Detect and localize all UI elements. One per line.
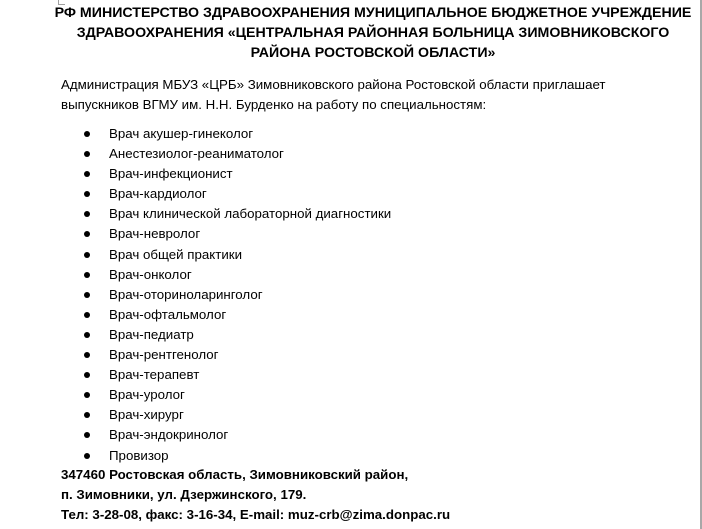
bullet-icon xyxy=(84,392,90,398)
bullet-icon xyxy=(84,432,90,438)
specialty-label: Врач-уролог xyxy=(109,387,185,403)
bullet-icon xyxy=(84,131,90,137)
list-item xyxy=(0,446,391,466)
specialty-label: Врач-эндокринолог xyxy=(109,427,229,443)
title-line-2: ЗДРАВООХРАНЕНИЯ «ЦЕНТРАЛЬНАЯ РАЙОННАЯ БОЛЬНИЦА ЗИМОВНИКОВСКОГО xyxy=(76,25,670,41)
specialty-label: Врач-оториноларинголог xyxy=(109,286,263,302)
specialty-label: Врач-терапевт xyxy=(109,367,200,383)
list-item xyxy=(0,325,391,345)
list-item xyxy=(0,365,391,385)
specialty-label: Врач-невролог xyxy=(109,226,201,242)
title-line-1: РФ МИНИСТЕРСТВО ЗДРАВООХРАНЕНИЯ МУНИЦИПАЛЬНОЕ БЮДЖЕТНОЕ УЧРЕЖДЕНИЕ xyxy=(54,5,692,21)
specialty-label: Врач общей практики xyxy=(109,246,243,262)
specialty-label: Анестезиолог-реаниматолог xyxy=(109,146,284,162)
specialty-label: Провизор xyxy=(109,447,169,463)
bullet-icon xyxy=(84,453,90,459)
contact-block xyxy=(61,465,450,525)
address-line-1: 347460 Ростовская область, Зимовниковский район, xyxy=(61,467,409,482)
specialty-label: Врач-инфекционист xyxy=(109,166,233,182)
bullet-icon xyxy=(84,372,90,378)
list-item xyxy=(0,144,391,164)
address-line-2: п. Зимовники, ул. Дзержинского, 179. xyxy=(61,487,307,502)
bullet-icon xyxy=(84,312,90,318)
bullet-icon xyxy=(84,292,90,298)
bullet-icon xyxy=(84,231,90,237)
bullet-icon xyxy=(84,171,90,177)
document-title xyxy=(44,3,702,63)
intro-paragraph xyxy=(61,75,661,115)
list-item xyxy=(0,385,391,405)
list-item xyxy=(0,405,391,425)
specialty-label: Врач-офтальмолог xyxy=(109,306,227,322)
intro-line-2: выпускников ВГМУ им. Н.Н. Бурденко на работу по специальностям: xyxy=(61,97,487,112)
specialties-list xyxy=(0,124,391,466)
list-item xyxy=(0,124,391,144)
bullet-icon xyxy=(84,252,90,258)
bullet-icon xyxy=(84,151,90,157)
bullet-icon xyxy=(84,332,90,338)
title-line-3: РАЙОНА РОСТОВСКОЙ ОБЛАСТИ» xyxy=(250,45,496,61)
contact-line: Тел: 3-28-08, факс: 3-16-34, E-mail: muz-crb@zima.donpac.ru xyxy=(61,507,451,522)
list-item xyxy=(0,425,391,445)
list-item xyxy=(0,265,391,285)
specialty-label: Врач акушер-гинеколог xyxy=(109,126,254,141)
list-item xyxy=(0,345,391,365)
list-item xyxy=(0,245,391,265)
specialty-label: Врач-кардиолог xyxy=(109,186,207,202)
list-item xyxy=(0,285,391,305)
list-item xyxy=(0,164,391,184)
specialty-label: Врач-педиатр xyxy=(109,326,194,342)
specialty-label: Врач-онколог xyxy=(109,266,192,282)
bullet-icon xyxy=(84,191,90,197)
bullet-icon xyxy=(84,272,90,278)
list-item xyxy=(0,204,391,224)
list-item xyxy=(0,224,391,244)
specialty-label: Врач клинической лабораторной диагностики xyxy=(109,206,392,222)
list-item xyxy=(0,184,391,204)
list-item xyxy=(0,305,391,325)
bullet-icon xyxy=(84,412,90,418)
specialty-label: Врач-хирург xyxy=(109,407,184,423)
specialty-label: Врач-рентгенолог xyxy=(109,347,219,363)
bullet-icon xyxy=(84,211,90,217)
intro-line-1: Администрация МБУЗ «ЦРБ» Зимовниковского района Ростовской области приглашает xyxy=(61,77,606,92)
bullet-icon xyxy=(84,352,90,358)
